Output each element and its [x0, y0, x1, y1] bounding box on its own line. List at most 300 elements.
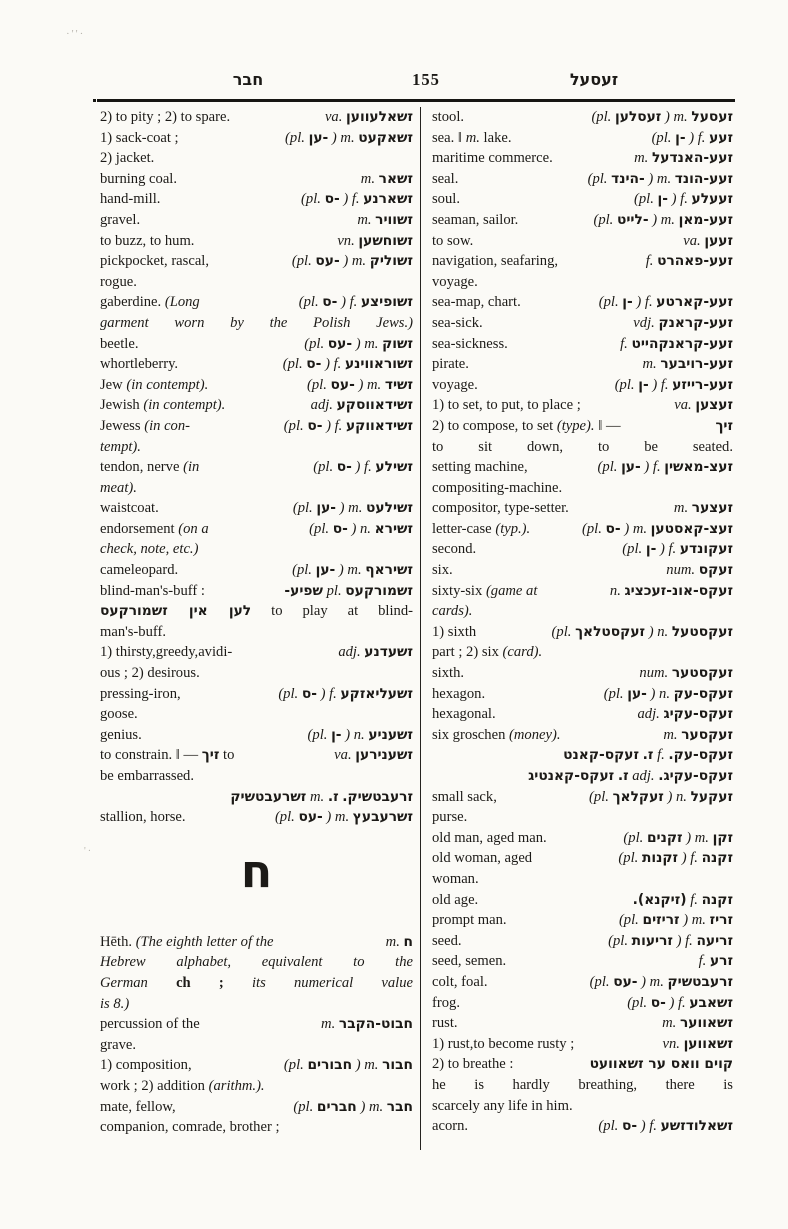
grammar-italic: ) m. — [686, 829, 709, 846]
entry-line — [432, 251, 733, 272]
headword-group — [683, 231, 733, 252]
english-text: compositing-machine. — [432, 479, 563, 496]
grammar-italic: (pl. — [278, 685, 299, 702]
yiddish-text: זשרעבעץ — [352, 809, 413, 826]
grammar-italic: (pl. — [551, 623, 572, 640]
english-text: sea. ‖ — [432, 129, 463, 146]
yiddish-text: ח — [403, 933, 413, 950]
grammar-italic: m. — [662, 1015, 677, 1032]
english-text: sixth. — [432, 665, 465, 682]
english-text: voyage. — [432, 376, 478, 393]
entry-line — [432, 354, 733, 375]
yiddish-text: זשאלודזשע — [660, 1118, 733, 1135]
entry-line — [432, 869, 733, 890]
grammar-italic: m. — [642, 356, 657, 373]
entry-line — [432, 148, 733, 169]
grammar-italic: m. — [385, 933, 400, 950]
english-text: second. — [432, 541, 477, 558]
headword-group — [301, 189, 413, 210]
english-text: stool. — [432, 109, 465, 125]
english-text: companion, comrade, brother ; — [100, 1119, 280, 1136]
entry-line — [432, 292, 733, 313]
english-text: he is hardly breathing, there is — [432, 1076, 733, 1093]
grammar-italic: f. — [657, 747, 665, 764]
english-text: gravel. — [100, 211, 141, 228]
grammar-italic: ) m. — [683, 912, 706, 929]
english-text: woman. — [432, 870, 479, 887]
grammar-italic: pl. — [326, 582, 342, 599]
entry-line — [100, 807, 413, 828]
english-text: to constrain. ‖ — — [100, 747, 199, 764]
yiddish-text: זקנות — [641, 850, 679, 867]
grammar-italic: German — [100, 974, 148, 991]
grammar-italic: (pl. — [618, 912, 639, 929]
headword-group — [284, 1055, 413, 1076]
entry-line — [100, 210, 413, 231]
headword-group — [652, 128, 733, 149]
grammar-italic: va. — [683, 232, 701, 249]
yiddish-text: זשוראווינע — [344, 356, 413, 373]
entry-line — [100, 766, 413, 787]
entry-line — [432, 828, 733, 849]
english-text: be embarrassed. — [100, 768, 195, 784]
entry-line — [432, 539, 733, 560]
english-text: 1) sixth — [432, 623, 477, 640]
yiddish-text: זעקונדע — [679, 541, 733, 558]
grammar-italic: cards). — [432, 603, 473, 620]
yiddish-text: זעקס — [698, 562, 733, 579]
grammar-italic: f. — [645, 253, 654, 270]
headword-group — [334, 745, 413, 766]
section-letter-heading: ח — [240, 843, 273, 898]
grammar-italic: adj. — [637, 706, 660, 723]
headword-group — [646, 251, 733, 272]
page-header — [98, 70, 734, 90]
headword-group — [293, 498, 413, 519]
yiddish-text: זעצער — [691, 500, 733, 517]
entry-line — [100, 498, 413, 519]
headword-group — [313, 457, 413, 478]
english-text: to sit down, to be seated. — [432, 438, 733, 455]
english-text: rogue. — [100, 273, 137, 290]
yiddish-text: זשוליק — [369, 253, 413, 270]
entry-line — [432, 848, 733, 869]
grammar-italic: f. — [690, 891, 698, 908]
yiddish-text: זשידאווסקע — [336, 397, 413, 414]
yiddish-text: זעע-קארטע — [656, 294, 733, 311]
entry-line — [432, 128, 733, 149]
entry-line — [432, 684, 733, 705]
page-number: 155 — [412, 70, 440, 89]
english-text: 1) sack-coat ; — [100, 129, 179, 146]
headword-group — [357, 210, 413, 231]
entry-line — [432, 395, 733, 416]
english-text: letter-case — [432, 520, 492, 537]
grammar-italic: (typ.). — [495, 520, 531, 537]
grammar-italic: (pl. — [618, 850, 639, 867]
english-text: grave. — [100, 1036, 137, 1053]
entry-line — [432, 581, 733, 602]
entry-line — [100, 313, 413, 334]
entry-line — [100, 581, 413, 602]
headword-group — [582, 519, 733, 540]
grammar-italic: ) f. — [341, 294, 358, 311]
yiddish-text: -ן — [675, 129, 686, 146]
entry-line — [100, 169, 413, 190]
headword-group — [386, 932, 413, 953]
yiddish-text: זעצ-קאסטען — [650, 520, 733, 537]
yiddish-text: זעקסטער — [671, 665, 733, 682]
yiddish-text: זשירא — [374, 520, 413, 537]
yiddish-text: -ס — [650, 994, 666, 1011]
yiddish-text: זעע-האנדעל — [651, 150, 733, 167]
entry-line — [100, 1014, 413, 1035]
grammar-italic: ) f. — [676, 932, 693, 949]
english-text: gaberdine. — [100, 294, 162, 311]
grammar-italic: adj. — [310, 397, 333, 414]
yiddish-text: זקן — [712, 829, 733, 846]
entry-line — [100, 601, 413, 622]
grammar-italic: Hebrew alphabet, equivalent to the — [100, 954, 413, 971]
yiddish-text: -ס — [324, 191, 340, 208]
yiddish-text: -ס — [306, 356, 322, 373]
entry-line — [432, 416, 733, 437]
yiddish-text: זעע-הונד — [674, 170, 733, 187]
english-text: 2) to pity ; 2) to spare. — [100, 109, 231, 125]
english-text: 1) composition, — [100, 1057, 192, 1074]
yiddish-text: -ן — [331, 726, 342, 743]
grammar-italic: f. — [698, 953, 707, 970]
headword-group — [633, 313, 733, 334]
entry-line — [432, 725, 733, 746]
grammar-italic: (pl. — [603, 685, 624, 702]
english-text: ‖ — — [598, 417, 621, 434]
headword-group — [619, 910, 733, 931]
yiddish-text: חבור — [382, 1057, 413, 1074]
grammar-italic: num. — [666, 562, 696, 579]
yiddish-text: זעקס-קאנטיג — [528, 768, 615, 784]
entry-line — [432, 745, 733, 766]
english-text: endorsement — [100, 520, 175, 537]
yiddish-text: זשאקעט — [358, 129, 413, 146]
headword-group — [623, 828, 733, 849]
entry-line — [100, 622, 413, 643]
english-text: colt, foal. — [432, 973, 488, 990]
yiddish-text: זעקס-עקיג — [663, 706, 733, 723]
grammar-italic: ) n. — [650, 685, 671, 702]
entry-line — [432, 601, 733, 622]
yiddish-text: -ען — [621, 459, 641, 476]
grammar-italic: m. — [357, 211, 372, 228]
entry-line — [432, 210, 733, 231]
headword-group — [284, 416, 413, 437]
grammar-italic: (pl. — [292, 500, 313, 517]
headword-group — [627, 993, 733, 1014]
grammar-italic: adj. — [338, 644, 361, 661]
entry-line — [100, 704, 413, 725]
headword-group — [337, 231, 413, 252]
english-text: pressing-iron, — [100, 685, 181, 702]
english-text: cameleopard. — [100, 562, 179, 579]
grammar-italic: (The eighth letter of the — [135, 933, 274, 950]
bold-text: ch ; — [176, 974, 224, 991]
entry-line — [432, 169, 733, 190]
grammar-italic: (pl. — [589, 973, 610, 990]
yiddish-text: זשוויר — [375, 211, 413, 228]
grammar-italic: (pl. — [313, 459, 334, 476]
entry-line — [100, 1035, 413, 1056]
entry-line — [100, 334, 413, 355]
entry-line — [432, 931, 733, 952]
headword-group — [610, 581, 733, 602]
yiddish-text: -ס — [605, 520, 621, 537]
english-text: hexagonal. — [432, 706, 496, 723]
yiddish-text: חבורים — [307, 1057, 353, 1074]
grammar-italic: (pl. — [274, 809, 295, 826]
grammar-italic: m. — [309, 788, 325, 805]
entry-line — [432, 457, 733, 478]
grammar-italic: (pl. — [292, 562, 312, 579]
yiddish-text: זקנה — [701, 891, 733, 908]
grammar-italic: (pl. — [291, 253, 312, 270]
english-text: mate, fellow, — [100, 1098, 176, 1115]
english-text: scarcely any life in him. — [432, 1097, 573, 1114]
entry-line — [100, 189, 413, 210]
yiddish-text: -ן — [645, 541, 657, 558]
grammar-italic: va. — [674, 397, 692, 414]
entry-line — [100, 231, 413, 252]
grammar-italic: (pl. — [622, 541, 643, 558]
entry-line — [432, 189, 733, 210]
entry-line — [100, 375, 413, 396]
column-left — [100, 107, 420, 1138]
headword-group — [599, 292, 733, 313]
yiddish-text: -הינד — [611, 170, 645, 187]
headword-group — [642, 354, 733, 375]
entry-line — [100, 932, 413, 953]
headword-group — [321, 1014, 413, 1035]
grammar-italic: ) m. — [355, 1057, 379, 1074]
english-text: work ; 2) addition — [100, 1077, 205, 1094]
grammar-italic: (pl. — [283, 417, 304, 434]
grammar-italic: n. — [609, 582, 621, 599]
headword-group — [662, 1034, 733, 1055]
yiddish-text: -עס — [613, 973, 638, 990]
english-text: man's-buff. — [100, 623, 166, 640]
entry-line — [432, 972, 733, 993]
entry-line — [432, 642, 733, 663]
headword-group — [620, 334, 733, 355]
yiddish-text: זעקס-עק. — [668, 747, 733, 764]
entry-line — [100, 994, 413, 1015]
entry-line — [432, 231, 733, 252]
entry-line — [432, 993, 733, 1014]
english-text: burning coal. — [100, 170, 178, 187]
headword-group — [338, 642, 413, 663]
yiddish-text: ז. — [327, 788, 339, 805]
yiddish-text: -ען — [627, 685, 647, 702]
entry-line — [100, 1097, 413, 1118]
grammar-italic: (pl. — [587, 170, 608, 187]
yiddish-text: ז. — [617, 768, 629, 784]
english-text: old man, aged man. — [432, 829, 547, 846]
grammar-italic: ) m. — [331, 129, 355, 146]
yiddish-text: זשאר — [378, 170, 413, 187]
headword-group — [699, 951, 733, 972]
yiddish-text: -ן — [657, 191, 669, 208]
english-text: 1) thirsty,greedy,avidi- — [100, 644, 233, 661]
grammar-italic: (pl. — [282, 356, 303, 373]
entry-line — [432, 107, 733, 128]
grammar-italic: (pl. — [591, 109, 612, 125]
english-text: lake. — [483, 129, 512, 146]
grammar-italic: ) m. — [326, 809, 350, 826]
entry-line — [100, 745, 413, 766]
yiddish-text: (זיקנא). — [632, 891, 687, 908]
entry-line — [432, 1096, 733, 1117]
entry-line — [100, 1076, 413, 1097]
headword-group — [590, 1054, 733, 1075]
yiddish-text: -ען — [308, 129, 329, 146]
entry-line — [432, 622, 733, 643]
grammar-italic: ) f. — [325, 356, 342, 373]
grammar-italic: (pl. — [589, 788, 609, 805]
english-text: seed. — [432, 932, 462, 949]
english-text: to buzz, to hum. — [100, 232, 195, 249]
scan-artifact-margin: '· — [84, 846, 94, 857]
grammar-italic: (pl. — [309, 520, 330, 537]
yiddish-text: זעע-קראנקהייט — [631, 335, 733, 352]
grammar-italic: ) m. — [624, 520, 648, 537]
grammar-italic: tempt). — [100, 438, 141, 455]
entry-line — [432, 663, 733, 684]
english-text: compositor, type-setter. — [432, 500, 569, 517]
entry-line — [432, 704, 733, 725]
header-keyword-right: זעסעל — [569, 70, 619, 89]
headword-group — [598, 457, 733, 478]
grammar-italic: adj. — [632, 768, 655, 784]
header-keyword-left: חבר — [232, 70, 264, 89]
headword-group — [589, 787, 733, 808]
scan-artifact-top: ·''· — [66, 28, 86, 40]
entry-line — [100, 684, 413, 705]
yiddish-text: זשמורקעס — [345, 582, 413, 599]
entry-line — [100, 519, 413, 540]
headword-group — [308, 725, 413, 746]
yiddish-text: -ס — [301, 685, 317, 702]
yiddish-text: זעצ-מאשין — [664, 459, 733, 476]
entry-line — [100, 642, 413, 663]
header-rule — [97, 99, 735, 102]
yiddish-text: זעקס-עק — [673, 685, 733, 702]
grammar-italic: (in contempt). — [143, 397, 226, 414]
grammar-italic: (pl. — [597, 459, 618, 476]
yiddish-text: -עס — [327, 335, 353, 352]
entry-line — [100, 251, 413, 272]
english-text: sea-sickness. — [432, 335, 508, 352]
yiddish-text: זעקסער — [681, 726, 733, 743]
grammar-italic: (money). — [509, 726, 561, 743]
headword-group — [715, 416, 733, 437]
yiddish-text: זעע-מאן — [678, 211, 733, 228]
grammar-italic: (pl. — [582, 520, 602, 537]
entry-line — [432, 519, 733, 540]
grammar-italic: (pl. — [634, 191, 654, 208]
entry-line — [100, 416, 413, 437]
yiddish-text: ז. — [642, 747, 654, 764]
yiddish-text: זשאבע — [689, 994, 733, 1011]
grammar-italic: ) f. — [671, 191, 688, 208]
grammar-italic: ) m. — [338, 562, 362, 579]
english-text: six groschen — [432, 726, 506, 743]
yiddish-text: זשאווען — [683, 1035, 733, 1052]
yiddish-text: זריז — [709, 912, 733, 929]
english-text: seaman, sailor. — [432, 211, 519, 228]
english-text: stallion, horse. — [100, 809, 186, 826]
grammar-italic: (on a — [178, 520, 209, 537]
english-text: seed, semen. — [432, 953, 507, 970]
entry-line — [100, 395, 413, 416]
grammar-italic: (in — [183, 459, 200, 476]
grammar-italic: ) f. — [326, 417, 343, 434]
headword-group — [590, 972, 733, 993]
english-text: 1) rust,to become rusty ; — [432, 1035, 575, 1052]
dictionary-columns — [100, 107, 734, 1150]
grammar-italic: ) m. — [355, 335, 379, 352]
headword-group — [634, 189, 733, 210]
yiddish-text: זעקס-קאנט — [563, 747, 639, 764]
grammar-italic: ) f. — [636, 294, 653, 311]
yiddish-text: זקנה — [701, 850, 733, 867]
yiddish-text: זעקס-אונ-זעכציג — [624, 582, 733, 599]
english-text: soul. — [432, 191, 460, 208]
english-text: rust. — [432, 1015, 458, 1032]
english-text: purse. — [432, 809, 468, 826]
grammar-italic: ) n. — [345, 726, 365, 743]
headword-group — [563, 745, 733, 766]
entry-line — [432, 787, 733, 808]
entry-line — [100, 148, 413, 169]
yiddish-text: זשעדנע — [364, 644, 413, 661]
grammar-italic: (card). — [502, 644, 543, 661]
headword-group — [608, 931, 733, 952]
yiddish-text: זשוק — [382, 335, 413, 352]
yiddish-text: זריעות — [631, 932, 673, 949]
grammar-italic: ) f. — [659, 541, 677, 558]
headword-group — [284, 581, 413, 602]
grammar-italic: (pl. — [301, 191, 321, 208]
yiddish-text: חברים — [316, 1098, 357, 1115]
english-text: Jewess — [100, 417, 141, 434]
entry-line — [100, 539, 413, 560]
entry-line — [432, 1075, 733, 1096]
grammar-italic: ) f. — [669, 994, 686, 1011]
english-text: old age. — [432, 891, 479, 908]
entry-line — [100, 478, 413, 499]
yiddish-text: -ס — [336, 459, 352, 476]
grammar-italic: (in con- — [144, 417, 190, 434]
headword-group — [552, 622, 733, 643]
yiddish-text: זעע-פאהרט — [657, 253, 733, 270]
yiddish-text: -לייט — [617, 211, 649, 228]
english-text: beetle. — [100, 335, 139, 352]
yiddish-text: -ען — [315, 562, 336, 579]
grammar-italic: ) f. — [355, 459, 372, 476]
headword-group — [311, 395, 413, 416]
entry-line — [432, 951, 733, 972]
yiddish-text: זריעה — [696, 932, 733, 949]
headword-group — [622, 539, 733, 560]
